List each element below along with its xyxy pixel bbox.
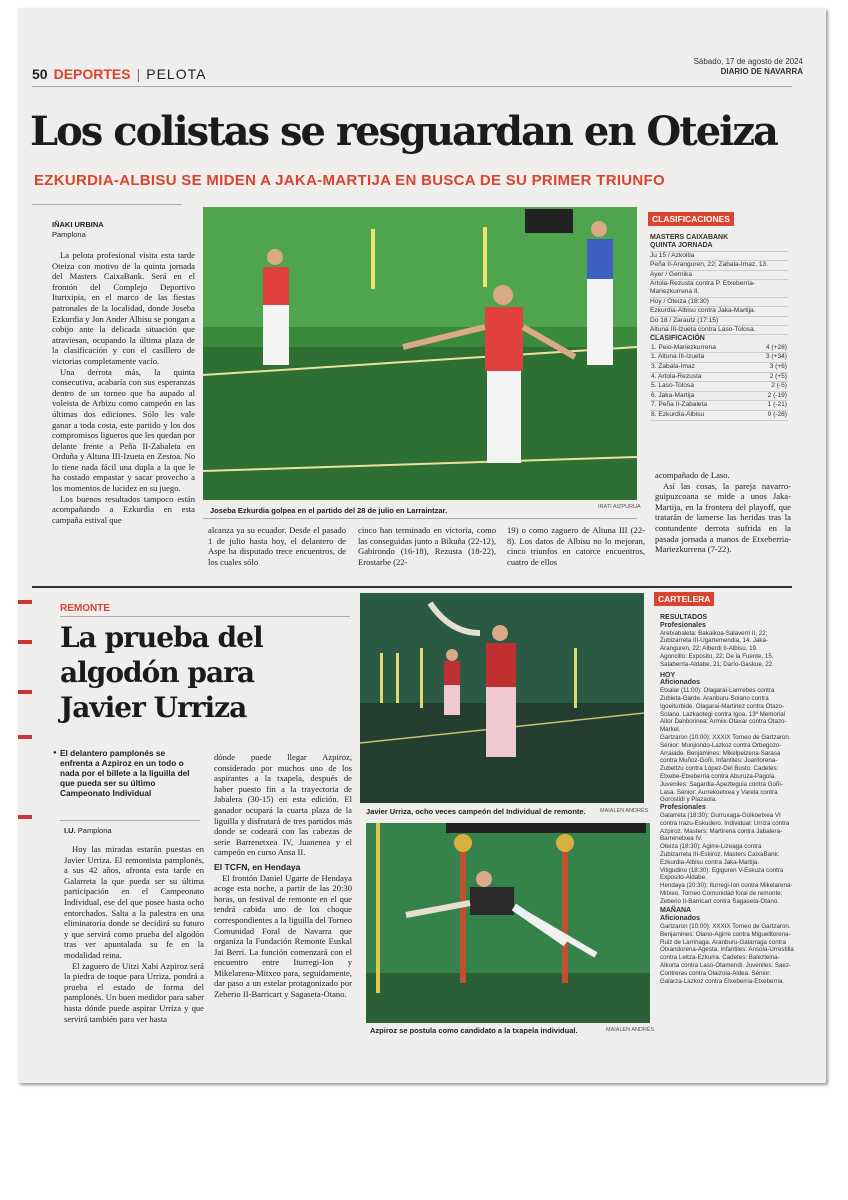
table-row: 6. Jaka-Martija 2 (-19) <box>650 391 788 401</box>
article1-paragraph: acompañado de Laso. <box>655 470 730 480</box>
round-title: QUINTA JORNADA <box>650 242 788 251</box>
results-text: Agoncillo: Exposito, 22; De la Fuente, 15. Salaberria-Aldabe, 21; Darío-Gaskue, 22. <box>660 652 774 668</box>
article2-headline <box>60 620 263 725</box>
article1-column-5 <box>655 470 791 555</box>
byline-rule <box>32 204 182 205</box>
table-row: 3. Zabala-Imaz 3 (+6) <box>650 363 788 373</box>
article1-paragraph: Una derrota más, la quinta consecutiva, acabaría con sus esperanzas dentro de un torneo que ha aupado al voleista de Arbizu como campeón en las últimas dos ediciones. Sólo les vale ganar a toda costa, este partido y los dos compromisos ligueros que les quedan por delante frente a Peña II-Zabaleta en Orduña y Altuna III-Izueta en Zestoa. No lo tiene nada fácil una dupla a la que le ha costado empastar y sacar provecho a los momentos de lucidez en su juego. <box>52 366 195 494</box>
fixture-line: Ju 15 / Azkoitia <box>650 252 788 261</box>
today-text: Vitigudino (18:30): Egiguren V-Eskuza contra Exposito-Aldabe. <box>660 866 784 882</box>
fixture-line: Do 18 / Zarautz (17:15) <box>650 317 788 326</box>
clasificaciones-label: CLASIFICACIONES <box>648 212 734 226</box>
fixture-line: Peña II-Aranguren, 22; Zabala-Imaz, 13. <box>650 261 788 270</box>
photo-azpiroz-caption: Azpiroz se postula como candidato a la txapela individual. <box>370 1026 578 1035</box>
article1-column-2 <box>208 525 346 567</box>
results-text: Aretxabaleta: Bakaikoa-Salaverri II, 22; Zubizarreta III-Ugartemendia, 14. Jaka-Aranguren, 22; Alberdi II-Albisu, 19. <box>660 629 768 653</box>
article1-author: IÑAKI URBINA <box>52 220 104 229</box>
table-row: 1. Peio-Mariezkurrena 4 (+28) <box>650 344 788 353</box>
fixture-line: Ayer / Gernika <box>650 271 788 280</box>
article2-paragraph: dónde puede llegar Azpiroz, considerado por muchos uno de los aspirantes a la txapela, después de haber puesto fin a la trayectoria de Jabalera (30-15) en esta edición. El ganador ocupará la cuarta plaza de la liguilla y disfrutará de tres partidos más donde se codeará con las cabezas de serie Barrenetxea IV, Juanenea y el campeón en curso Ansa II. <box>214 752 352 858</box>
headline-line: Javier Urriza <box>60 691 247 724</box>
cartelera-box <box>660 614 794 985</box>
photo-urriza-illustration <box>360 593 644 803</box>
photo-ezkurdia-illustration <box>203 207 637 500</box>
tomorrow-title: MAÑANA <box>660 907 692 915</box>
article2-summary: ● El delantero pamplonés se enfrenta a Azpiroz en un todo o nada por el billete a la liguilla del que pueda ser su último Campeonato Individual <box>60 748 200 798</box>
cartelera-label: CARTELERA <box>654 592 714 606</box>
margin-mark <box>18 640 32 644</box>
today-text: Gartzaron (10:00): XXXIX Torneo de Gartzaron. Sénior: Munjiondo-Lazkoz contra Orbegozo-Arraiade. Benjamines: Mikelpeizena-Sarasa contra Muñoz-Goñi. Infantiles: Juaritorena-Zubeltzu contra López-Del Busto. Cadetes: Etxebe-Etxeberria contra Aburuza-Pagola. Juveniles: Sagardia-Apezteguia contra Goñi-Lasa. Sénior: Aurrekoetxea y Varela contra Gorostidi y Plazaola. <box>660 733 791 804</box>
header-rule <box>32 86 792 87</box>
article1-paragraph: cinco han terminado en victoria, como las conseguidas junto a Bikuña (22-12), Gabirondo (16-18), Rezusta (18-22), Erostarbe (22- <box>358 525 496 567</box>
table-row: 1. Altuna III-Izueta 3 (+34) <box>650 353 788 363</box>
photo-ezkurdia-caption: Joseba Ezkurdia golpea en el partido del 28 de julio en Larraintzar. <box>210 506 448 515</box>
article1-column-4 <box>507 525 645 567</box>
photo-ezkurdia-rule <box>203 518 637 519</box>
table-row: 8. Ezkurdia-Albisu 0 (-28) <box>650 411 788 421</box>
margin-mark <box>18 600 32 604</box>
headline-line: algodón para <box>60 656 255 689</box>
article1-paragraph: alcanza ya su ecuador. Desde el pasado 1 de julio hasta hoy, el delantero de Aspe ha disputado trece encuentros, de los cuales sólo <box>208 525 346 567</box>
fixture-line: Hoy / Oteiza (18:30) <box>650 298 788 307</box>
page-header: 50 DEPORTES | PELOTA <box>32 66 207 82</box>
article1-paragraph: La pelota profesional visita esta tarde Oteiza con motivo de la quinta jornada del Masters CaixaBank. Será en el frontón del Complejo Deportivo Iturtxipia, en el marco de las fiestas patronales de la localidad, donde Joseba Ezkurdia y Jon Ander Albisu se pongan a cobijo ante la delicada situación que atraviesan, ocupando la última plaza de la clasificación y con el casillero de victorias completamente vacío. <box>52 250 195 366</box>
article2-tag-rule <box>60 616 350 617</box>
today-text: Galarreta (18:30): Gurruxaga-Goikoetxea VI contra Irazu-Eskudero. Individual: Urriza contra Azpiroz. Masters: Martirena contra Jabalera-Barrenetxea IV. <box>660 811 790 843</box>
photo-urriza-credit: MAIALEN ANDRÉS <box>600 808 649 814</box>
results-subtitle: Profesionales <box>660 621 706 629</box>
article1-paragraph: Los buenos resultados tampoco están acompañando a Ezkurdia en esta campaña estival que <box>52 493 195 525</box>
fixture-line: Altuna III-Izueta contra Laso-Tolosa. <box>650 326 788 335</box>
article2-column-1 <box>64 844 204 1024</box>
issue-date: Sábado, 17 de agosto de 2024 <box>693 57 803 66</box>
photo-ezkurdia-credit: IRATI AIZPURUA <box>598 504 641 510</box>
today-subtitle: Profesionales <box>660 804 706 812</box>
article1-paragraph: 19) o como zaguero de Altuna III (22-8). Los datos de Albisu no lo mejoran, cinco triunfos en catorce encuentros, cuatro de ellos <box>507 525 645 567</box>
today-text: Etxalar (11:00): Olagarai-Larrrebes contra Zubieta-Garde. Aranburu-Solano contra Igoeiturbide. Olagarai-Martinez contra Otazo-Solano. Lazkaotegi contra Igoa. 13º Memorial Aitor Danborinea: Armiix-Otaxar contra Otazo-Markel. <box>660 687 787 734</box>
headline-line: La prueba del <box>60 621 263 654</box>
page-number: 50 <box>32 66 48 82</box>
article2-summary-rule <box>60 820 200 821</box>
section-divider <box>32 586 792 588</box>
today-title: HOY <box>660 671 676 679</box>
photo-urriza <box>360 593 644 803</box>
today-text: Hendaya (20:30): Iturregi-Ion contra Mikelarena-Mitxeo. Torneo Comunidad foral de remonte: Zeberio II-Barricart contra Sagaseta-Otano. <box>660 882 793 905</box>
photo-ezkurdia <box>203 207 637 500</box>
standings-title: CLASIFICACIÓN <box>650 335 705 343</box>
article2-author: I.U. <box>64 826 76 835</box>
publication-name: DIARIO DE NAVARRA <box>720 67 803 76</box>
today-text: Oteiza (18:30): Agirre-Lizeaga contra Zubizarreta III-Eskiroz. Masters CaixaBank: Ezkurdia-Albisu contra Jaka-Martija. <box>660 843 780 866</box>
article2-paragraph: El zaguero de Uitzi Xabi Azpiroz será la piedra de toque para Urriza, pondrá a prueba el estado de forma del pamplonés. Un buen medidor para saber hasta dónde puede aspirar Urriza y que servirá también para ver hasta <box>64 960 204 1024</box>
article1-paragraph: Así las cosas, la pareja navarro-guipuzcoana se mide a unos Jaka-Martija, en la frontera del playoff, que tratarán de lamerse las heridas tras la contundente derrota sufrida en la pasada jornada a manos de Etxeberria-Mariezkurrena (7-22). <box>655 480 791 555</box>
today-subtitle: Aficionados <box>660 679 701 687</box>
article1-byline <box>52 220 104 240</box>
article2-tag: REMONTE <box>60 603 110 614</box>
main-subheadline: EZKURDIA-ALBISU SE MIDEN A JAKA-MARTIJA EN BUSCA DE SU PRIMER TRIUNFO <box>34 172 665 189</box>
subsection-name: PELOTA <box>146 66 207 82</box>
tomorrow-subtitle: Aficionados <box>660 915 701 923</box>
margin-mark <box>18 690 32 694</box>
article2-byline <box>64 826 112 836</box>
article2-subsection-title: El TCFN, en Hendaya <box>214 861 301 872</box>
tomorrow-text: Gartzaron (10:00): XXXIX Torneo de Gartzaron. Benjamines: Olano-Agirre contra Miguelltorena-Ruiz de Larrinaga. Aranburu-Galarraga contra Otxandorena-Agesta. Infantiles: Ansola-Urrestilla contra Leitza-Ezkurra. Cadetes: Balezteina-Alkorta contra Laso-Otamendi. Juveniles: Saez-Contreras contra Olaizola-Aldea. Sénior: Galarza-Lazkoz contra Etxeberria-Etxeberria. <box>660 923 794 985</box>
clasificaciones-box <box>650 234 788 421</box>
fixture-line: Ezkurdia-Albisu contra Jaka-Martija. <box>650 307 788 316</box>
article2-paragraph: El frontón Daniel Ugarte de Hendaya acoge esta noche, a partir de las 20:30 horas, un festival de remonte en el que tendrá cabida uno de los choque correspondientes a la liguilla del Torneo Comunidad Foral de Navarra que organiza la Fundación Remonte Euskal Jai Berri. La función comenzará con el encuentro entre Iturregi-Ion y Mikelarena-Mitxeo para, seguidamente, dar paso a un estelar protagonizado por Zeberio II-Barricart y Sagaseta-Otano. <box>214 872 352 1000</box>
competition-title: MASTERS CAIXABANK <box>650 234 729 241</box>
article1-column-3 <box>358 525 496 567</box>
photo-azpiroz <box>366 823 650 1023</box>
main-headline: Los colistas se resguardan en Oteiza <box>30 108 777 155</box>
results-title: RESULTADOS <box>660 614 708 621</box>
article2-column-2 <box>214 752 352 1000</box>
photo-azpiroz-credit: MAIALEN ANDRÉS <box>606 1027 655 1033</box>
article2-location: Pamplona <box>77 826 112 835</box>
section-name: DEPORTES <box>53 66 131 82</box>
table-row: 7. Peña II-Zabaleta 1 (-21) <box>650 401 788 411</box>
margin-mark <box>18 735 32 739</box>
dateline <box>694 57 803 77</box>
article2-paragraph: Hoy las miradas estarán puestas en Javier Urriza. El remontista pamplonés, a sus 42 años, afronta esta tarde en Galarreta la que pueda ser su última participación en el Campeonato Individual, ese del que posee hasta ocho entorchados. Salta a la palestra en una eliminatoria donde se decidirá su futuro y que servirá como prueba del algodón tras ver apuntalada su fe en la modalidad reina. <box>64 844 204 960</box>
fixture-line: Artola-Rezusta contra P. Etxeberria-Mariezkurrena II. <box>650 280 788 298</box>
margin-mark <box>18 815 32 819</box>
photo-azpiroz-illustration <box>366 823 650 1023</box>
article1-column-1 <box>52 250 195 525</box>
article1-location: Pamplona <box>52 230 86 239</box>
table-row: 4. Artola-Rezusta 2 (+5) <box>650 372 788 382</box>
photo-urriza-caption: Javier Urriza, ocho veces campeón del Individual de remonte. <box>366 807 586 816</box>
standings-table <box>650 344 788 421</box>
table-row: 5. Laso-Tolosa 2 (-5) <box>650 382 788 392</box>
